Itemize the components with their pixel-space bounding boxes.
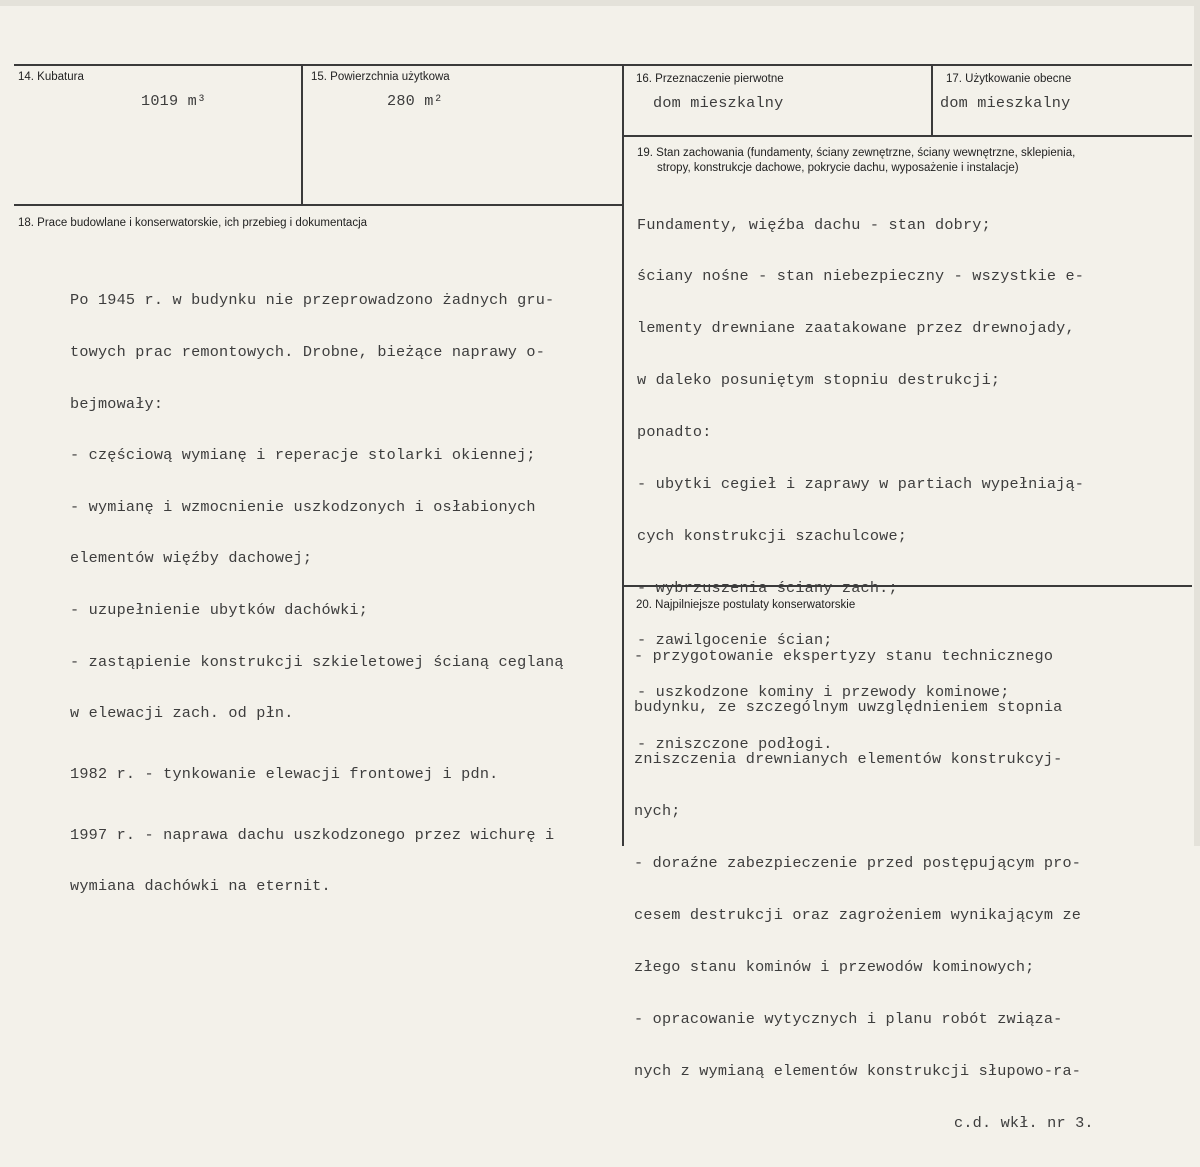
text-line: - uszkodzone kominy i przewody kominowe; — [637, 682, 1010, 701]
field-14-value: 1019 m³ — [141, 92, 207, 110]
field-17-value: dom mieszkalny — [940, 94, 1071, 112]
field-15-label: 15. Powierzchnia użytkowa — [311, 71, 450, 83]
text-line: w elewacji zach. od płn. — [70, 704, 294, 723]
field-18-text — [70, 258, 564, 930]
text-line: ponadto: — [637, 423, 712, 442]
text-line: - przygotowanie ekspertyzy stanu technicznego — [634, 646, 1054, 665]
text-line: - zniszczone podłogi. — [637, 734, 833, 753]
text-line: nych z wymianą elementów konstrukcji słupowo-ra- — [634, 1061, 1082, 1080]
field-20-label: 20. Najpilniejsze postulaty konserwatorskie — [636, 599, 856, 611]
field-17-label: 17. Użytkowanie obecne — [946, 73, 1072, 85]
field-15-value: 280 m² — [387, 92, 443, 110]
field-18-label: 18. Prace budowlane i konserwatorskie, ich przebieg i dokumentacja — [18, 217, 368, 229]
field-16-label: 16. Przeznaczenie pierwotne — [636, 73, 784, 85]
text-line: - wymianę i wzmocnienie uszkodzonych i osłabionych — [70, 497, 536, 516]
text-line: złego stanu kominów i przewodów kominowych; — [634, 957, 1035, 976]
text-line: elementów więźby dachowej; — [70, 549, 313, 568]
text-line: - doraźne zabezpieczenie przed postępującym pro- — [634, 854, 1082, 873]
text-line: - zawilgocenie ścian; — [637, 630, 833, 649]
field-20-text — [634, 613, 1094, 1167]
text-line: lementy drewniane zaatakowane przez drewnojady, — [637, 319, 1075, 338]
text-line: 1982 r. - tynkowanie elewacji frontowej i pdn. — [70, 764, 499, 783]
text-line: cych konstrukcji szachulcowe; — [637, 526, 908, 545]
text-line: - opracowanie wytycznych i planu robót związa- — [634, 1009, 1063, 1028]
text-line: 1997 r. - naprawa dachu uszkodzonego przez wichurę i — [70, 825, 555, 844]
text-line: w daleko posuniętym stopniu destrukcji; — [637, 371, 1001, 390]
text-line: - częściową wymianę i reperacje stolarki okiennej; — [70, 446, 536, 465]
center-divider — [622, 64, 624, 846]
text-line: nych; — [634, 802, 681, 821]
text-line: Fundamenty, więźba dachu - stan dobry; — [637, 215, 991, 234]
text-line: cesem destrukcji oraz zagrożeniem wynikającym ze — [634, 906, 1082, 925]
rule-under-14-15 — [14, 204, 624, 206]
card-edge-right — [1194, 0, 1200, 846]
text-line: zniszczenia drewnianych elementów konstrukcyj- — [634, 750, 1063, 769]
text-line: budynku, ze szczególnym uwzględnieniem stopnia — [634, 698, 1063, 717]
text-line: ściany nośne - stan niebezpieczny - wszystkie e- — [637, 267, 1085, 286]
continuation-note: c.d. wkł. nr 3. — [954, 1113, 1094, 1132]
field-14-label: 14. Kubatura — [18, 71, 84, 83]
text-line: - uzupełnienie ubytków dachówki; — [70, 601, 369, 620]
text-line: bejmowały: — [70, 394, 164, 413]
field-16-value: dom mieszkalny — [653, 94, 784, 112]
divider-16-17 — [931, 64, 933, 136]
top-rule — [14, 64, 1192, 66]
text-line: - zastąpienie konstrukcji szkieletowej ścianą ceglaną — [70, 652, 564, 671]
field-19-label-line: stropy, konstrukcje dachowe, pokrycie dachu, wyposażenie i instalacje) — [657, 162, 1019, 174]
text-line: towych prac remontowych. Drobne, bieżące naprawy o- — [70, 343, 546, 362]
text-line: - wybrzuszenia ściany zach.; — [637, 578, 898, 597]
divider-14-15 — [301, 64, 303, 206]
field-19-label — [637, 146, 1075, 176]
card-edge-top — [0, 0, 1200, 6]
field-19-label-line: 19. Stan zachowania (fundamenty, ściany zewnętrzne, ściany wewnętrzne, sklepienia, — [637, 147, 1076, 159]
rule-under-16-17 — [622, 135, 1192, 137]
text-line: Po 1945 r. w budynku nie przeprowadzono żadnych gru- — [70, 291, 555, 310]
text-line: - ubytki cegieł i zaprawy w partiach wypełniają- — [637, 475, 1085, 494]
text-line: wymiana dachówki na eternit. — [70, 877, 331, 896]
